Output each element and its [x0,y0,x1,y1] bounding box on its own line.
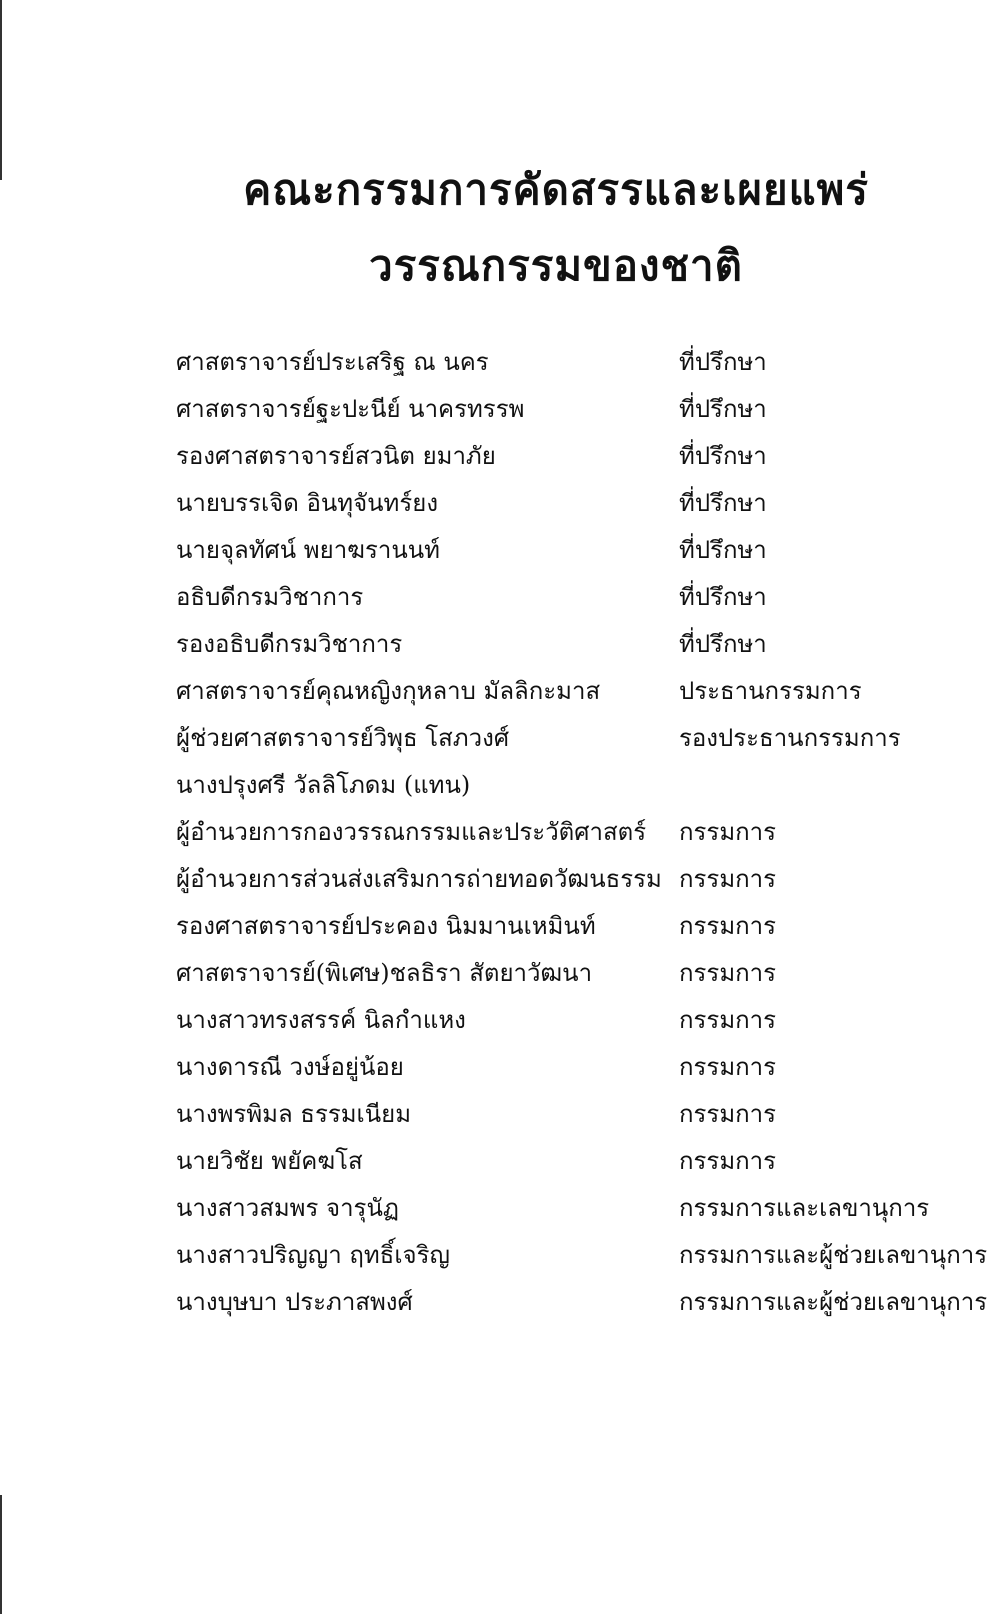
member-row [176,1044,976,1091]
member-name: นางบุษบา ประภาสพงศ์ [176,1288,413,1316]
member-role: กรรมการ [679,818,777,846]
member-row [176,715,976,762]
member-role: กรรมการ [679,1006,777,1034]
member-row [176,997,976,1044]
member-role: ที่ปรึกษา [679,630,767,658]
member-role: ที่ปรึกษา [679,583,767,611]
member-name: นางพรพิมล ธรรมเนียม [176,1100,412,1128]
member-name: ศาสตราจารย์ฐะปะนีย์ นาครทรรพ [176,395,525,423]
member-name: ผู้ช่วยศาสตราจารย์วิพุธ โสภวงศ์ [176,724,510,752]
member-row [176,1138,976,1185]
page-title-line-1: คณะกรรมการคัดสรรและเผยแพร่ [243,165,869,214]
member-role: ที่ปรึกษา [679,348,767,376]
member-role: กรรมการ [679,1100,777,1128]
member-role: รองประธานกรรมการ [679,724,901,752]
member-row [176,903,976,950]
member-name: ศาสตราจารย์ประเสริฐ ณ นคร [176,348,489,376]
member-name: รองอธิบดีกรมวิชาการ [176,630,403,658]
member-row [176,480,976,527]
member-name: ผู้อำนวยการส่วนส่งเสริมการถ่ายทอดวัฒนธรรม [176,865,662,893]
member-name: นางสาวสมพร จารุนัฏ [176,1194,399,1222]
member-role: กรรมการและเลขานุการ [679,1194,930,1222]
member-name: อธิบดีกรมวิชาการ [176,583,364,611]
member-name: นายบรรเจิด อินทุจันทร์ยง [176,489,439,517]
member-name: รองศาสตราจารย์ประคอง นิมมานเหมินท์ [176,912,596,940]
member-name: นายจุลทัศน์ พยาฆรานนท์ [176,536,440,564]
member-row [176,527,976,574]
scan-edge-top [0,0,2,180]
member-row [176,950,976,997]
member-role: ที่ปรึกษา [679,536,767,564]
member-row [176,1185,976,1232]
member-name: ศาสตราจารย์(พิเศษ)ชลธิรา สัตยาวัฒนา [176,959,593,987]
member-row [176,668,976,715]
member-role: ที่ปรึกษา [679,395,767,423]
member-role: กรรมการ [679,1147,777,1175]
member-role: กรรมการและผู้ช่วยเลขานุการ [679,1241,988,1269]
member-row [176,809,976,856]
member-row [176,433,976,480]
member-row [176,621,976,668]
member-name: นางสาวปริญญา ฤทธิ์เจริญ [176,1241,450,1269]
member-role: กรรมการ [679,1053,777,1081]
member-row [176,1279,988,1326]
committee-member-list [176,339,988,1326]
member-name: ศาสตราจารย์คุณหญิงกุหลาบ มัลลิกะมาส [176,677,601,705]
member-row [176,386,976,433]
page-title-line-2: วรรณกรรมของชาติ [369,241,743,290]
member-row [176,1091,976,1138]
member-role: กรรมการ [679,865,777,893]
member-name: รองศาสตราจารย์สวนิต ยมาภัย [176,442,496,470]
member-role: ประธานกรรมการ [679,677,862,705]
member-row [176,856,976,903]
member-role: ที่ปรึกษา [679,442,767,470]
member-row [176,574,976,621]
member-name: นางดารณี วงษ์อยู่น้อย [176,1053,404,1081]
member-role: กรรมการและผู้ช่วยเลขานุการ [679,1288,988,1316]
scan-edge-bottom [0,1495,2,1614]
member-role: ที่ปรึกษา [679,489,767,517]
member-row [176,762,976,809]
member-role: กรรมการ [679,959,777,987]
member-name: นางปรุงศรี วัลลิโภดม (แทน) [176,771,471,799]
member-row [176,1232,988,1279]
member-name: ผู้อำนวยการกองวรรณกรรมและประวัติศาสตร์ [176,818,647,846]
member-role: กรรมการ [679,912,777,940]
member-name: นางสาวทรงสรรค์ นิลกำแหง [176,1006,466,1034]
member-row [176,339,976,386]
member-name: นายวิชัย พยัคฆโส [176,1147,363,1175]
